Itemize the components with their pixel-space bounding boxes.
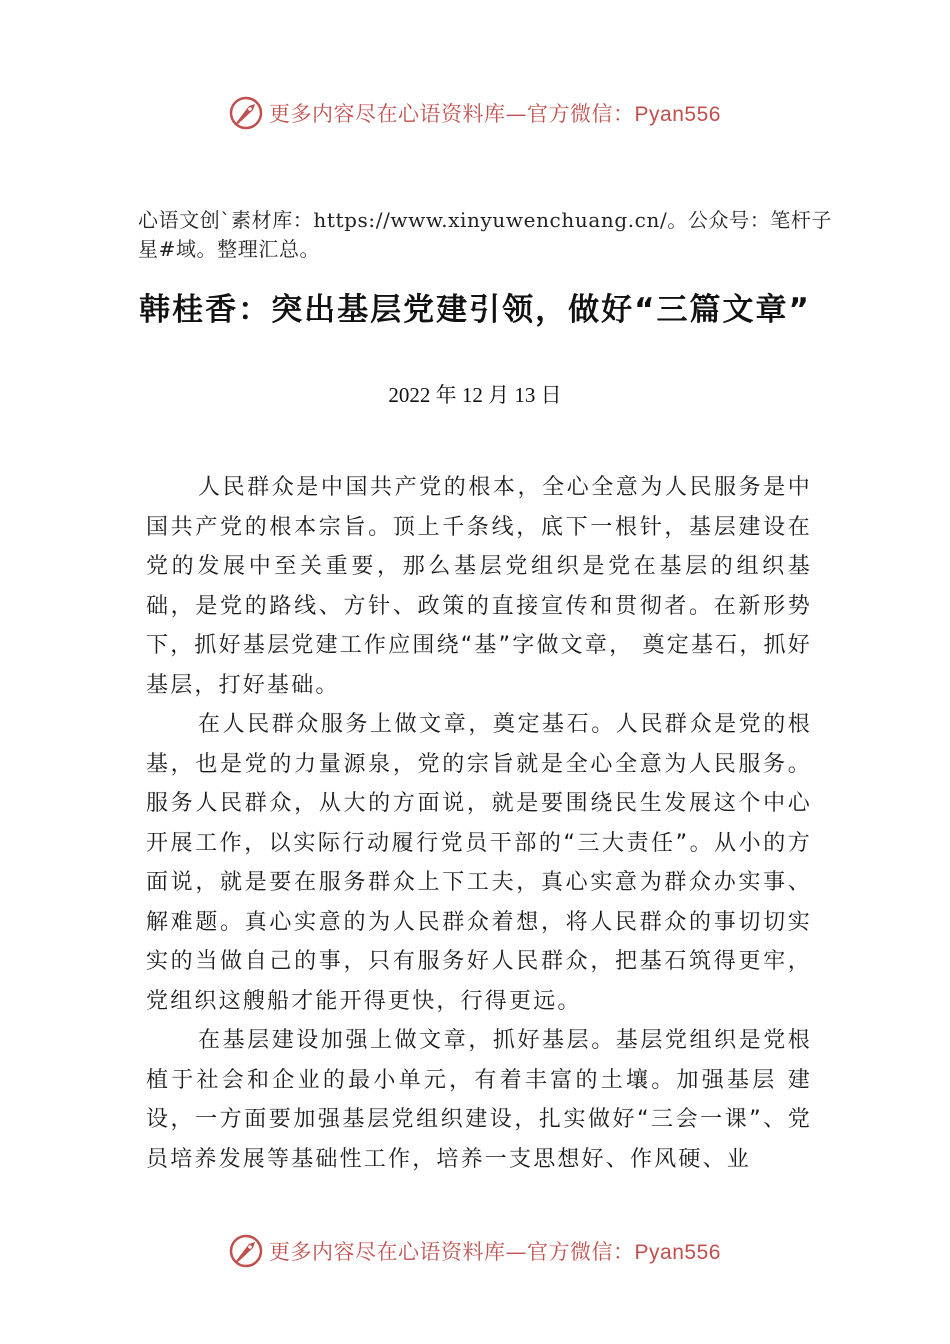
pen-nib-logo-icon xyxy=(229,1234,263,1268)
source-note: 心语文创`素材库：https://www.xinyuwenchuang.cn/。公众号：笔杆子星#域。整理汇总。 xyxy=(138,208,833,261)
pen-nib-logo-icon xyxy=(229,96,263,130)
footer-wechat-id: Pyan556 xyxy=(634,1241,721,1264)
header-banner xyxy=(0,96,950,130)
footer-banner-text: 更多内容尽在心语资料库—官方微信：Pyan556 xyxy=(269,1240,721,1264)
article-body xyxy=(146,468,812,1179)
header-wechat-id: Pyan556 xyxy=(634,103,721,126)
article-title: 韩桂香：突出基层党建引领，做好“三篇文章” xyxy=(139,292,811,328)
paragraph: 人民群众是中国共产党的根本，全心全意为人民服务是中国共产党的根本宗旨。顶上千条线，底下一根针，基层建设在党的发展中至关重要，那么基层党组织是党在基层的组织基础，是党的路线、方针、政策的直接宣传和贯彻者。在新形势下，抓好基层党建工作应围绕“基”字做文章， 奠定基石，抓好基层，打好基础。 xyxy=(146,475,812,698)
paragraph: 在基层建设加强上做文章，抓好基层。基层党组织是党根植于社会和企业的最小单元，有着丰富的土壤。加强基层 建设，一方面要加强基层党组织建设，扎实做好“三会一课”、党员培养发展等基础性工作，培养一支思想好、作风硬、业 xyxy=(146,1028,812,1172)
footer-banner xyxy=(0,1234,950,1268)
article-date: 2022 年 12 月 13 日 xyxy=(388,383,562,407)
paragraph: 在人民群众服务上做文章，奠定基石。人民群众是党的根基，也是党的力量源泉，党的宗旨就是全心全意为人民服务。服务人民群众，从大的方面说，就是要围绕民生发展这个中心开展工作，以实际行动履行党员干部的“三大责任”。从小的方面说，就是要在服务群众上下工夫，真心实意为群众办实事、解难题。真心实意的为人民群众着想，将人民群众的事切切实实的当做自己的事，只有服务好人民群众，把基石筑得更牢，党组织这艘船才能开得更快，行得更远。 xyxy=(146,712,812,1014)
header-banner-text: 更多内容尽在心语资料库—官方微信：Pyan556 xyxy=(269,102,721,126)
